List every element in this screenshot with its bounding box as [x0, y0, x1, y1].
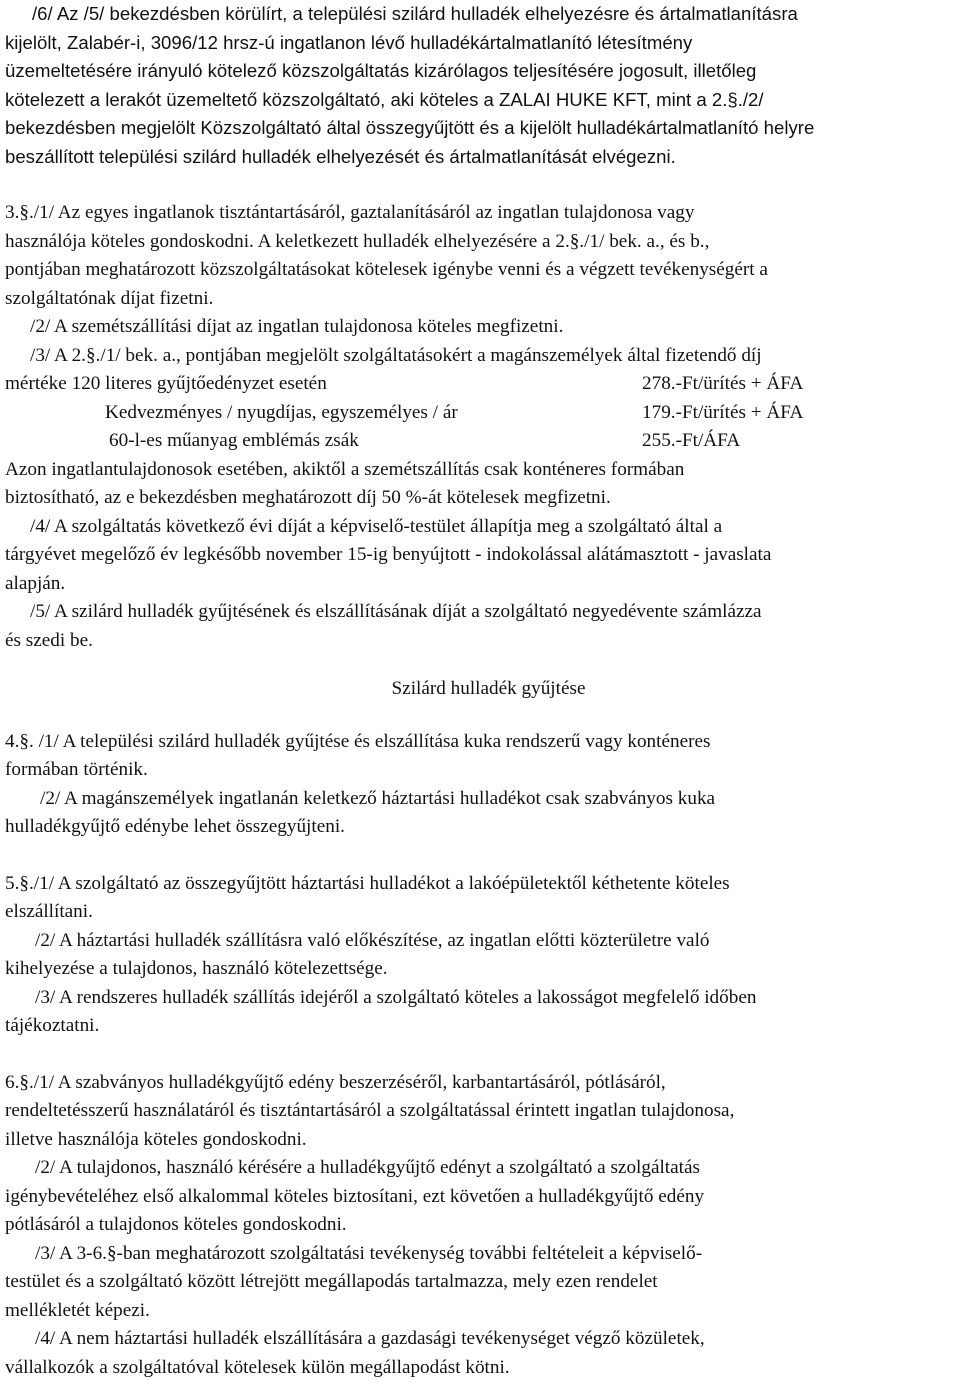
text-line: elszállítani.: [5, 901, 93, 922]
text-line: kijelölt, Zalabér-i, 3096/12 hrsz-ú ingatlanon lévő hulladékártalmatlanító létesítmény: [5, 31, 693, 53]
paragraph-3-5: [5, 598, 950, 655]
paragraph-3-4: [5, 513, 950, 599]
text-line: Azon ingatlantulajdonosok esetében, akiktől a szemétszállítás csak konténeres formában: [5, 458, 685, 480]
text-line: 3.§./1/ Az egyes ingatlanok tisztántartásáról, gaztalanításáról az ingatlan tulajdonosa vagy: [5, 202, 695, 223]
text-line: beszállított települési szilárd hulladék elhelyezését és ártalmatlanítását elvégezni.: [5, 145, 676, 167]
text-line: /4/ A szolgáltatás következő évi díját a képviselő-testület állapítja meg a szolgáltató által a: [30, 515, 723, 537]
text-line: hulladékgyűjtő edénybe lehet összegyűjteni.: [5, 816, 345, 837]
text-line: 5.§./1/ A szolgáltató az összegyűjtött háztartási hulladékot a lakóépületektől kéthetente köteles: [5, 872, 730, 894]
fee-label: mértéke 120 literes gyűjtőedényzet esetén: [5, 373, 327, 394]
text-line: biztosítható, az e bekezdésben meghatározott díj 50 %-át kötelesek megfizetni.: [5, 487, 611, 508]
text-line: üzemeltetésére irányuló kötelező közszolgáltatás kizárólagos teljesítésére jogosult, illetőleg: [5, 60, 757, 81]
fee-table: [5, 370, 950, 456]
text-line: /2/ A magánszemélyek ingatlanán keletkező háztartási hulladékot csak szabványos kuka: [40, 787, 716, 809]
paragraph-5-3: [5, 984, 950, 1041]
paragraph-2-6: [5, 0, 950, 171]
paragraph-5-1: [5, 870, 950, 927]
text-line: alapján.: [5, 572, 66, 594]
section-heading: Szilárd hulladék gyűjtése: [391, 678, 586, 699]
text-line: használója köteles gondoskodni. A keletkezett hulladék elhelyezésére a 2.§./1/ bek. a., és b.,: [5, 230, 710, 252]
text-line: /3/ A 3-6.§-ban meghatározott szolgáltatási tevékenység további feltételeit a képviselő-: [35, 1242, 703, 1264]
text-line: szolgáltatónak díjat fizetni.: [5, 287, 214, 309]
text-line: pótlásáról a tulajdonos köteles gondoskodni.: [5, 1214, 347, 1235]
fee-row: [5, 427, 950, 456]
paragraph-4-2: [5, 785, 950, 842]
text-line: /4/ A nem háztartási hulladék elszállítására a gazdasági tevékenységet végző közületek,: [35, 1328, 705, 1349]
fee-label: Kedvezményes / nyugdíjas, egyszemélyes / ár: [105, 401, 458, 423]
fee-row: [5, 370, 950, 399]
fee-price: 255.-Ft/ÁFA: [642, 430, 741, 451]
text-line: kihelyezése a tulajdonos, használó kötelezettsége.: [5, 958, 388, 979]
fee-row: [5, 399, 950, 428]
fee-label: 60-l-es műanyag emblémás zsák: [109, 430, 359, 451]
text-line: pontjában meghatározott közszolgáltatásokat kötelesek igénybe venni és a végzett tevékenységért a: [5, 259, 768, 280]
text-line: formában történik.: [5, 759, 148, 780]
text-line: testület és a szolgáltató között létrejött megállapodás tartalmazza, mely ezen rendelet: [5, 1271, 658, 1292]
paragraph-3-2: /2/ A szemétszállítási díjat az ingatlan tulajdonosa köteles megfizetni.: [30, 316, 564, 337]
paragraph-3-1: [5, 199, 950, 313]
text-line: /6/ Az /5/ bekezdésben körülírt, a települési szilárd hulladék elhelyezésre és ártalmatlanításra: [32, 3, 798, 24]
text-line: /2/ A tulajdonos, használó kérésére a hulladékgyűjtő edényt a szolgáltató a szolgáltatás: [35, 1157, 700, 1178]
paragraph-5-2: [5, 927, 950, 984]
text-line: /5/ A szilárd hulladék gyűjtésének és elszállításának díját a szolgáltató negyedévente számlázza: [30, 601, 762, 622]
paragraph-6-3: [5, 1240, 950, 1326]
text-line: 6.§./1/ A szabványos hulladékgyűjtő edény beszerzéséről, karbantartásáról, pótlásáról,: [5, 1071, 666, 1093]
text-line: bekezdésben megjelölt Közszolgáltató által összegyűjtött és a kijelölt hulladékártalmatlanító helyre: [5, 117, 815, 138]
text-line: igénybevételéhez első alkalommal köteles biztosítani, ezt követően a hulladékgyűjtő edény: [5, 1185, 705, 1207]
paragraph-3-3-rest: [5, 456, 950, 513]
text-line: mellékletét képezi.: [5, 1299, 150, 1321]
text-line: vállalkozók a szolgáltatóval kötelesek külön megállapodást kötni.: [5, 1356, 510, 1378]
text-line: tájékoztatni.: [5, 1015, 100, 1036]
text-line: 4.§. /1/ A települési szilárd hulladék gyűjtése és elszállítása kuka rendszerű vagy konténeres: [5, 730, 711, 752]
paragraph-6-2: [5, 1154, 950, 1240]
text-line: /3/ A rendszeres hulladék szállítás idejéről a szolgáltató köteles a lakosságot megfelelő időben: [35, 986, 757, 1008]
text-line: kötelezett a lerakót üzemeltető közszolgáltató, aki köteles a ZALAI HUKE KFT, mint a 2.§./2/: [5, 88, 764, 110]
paragraph-3-3-intro: /3/ A 2.§./1/ bek. a., pontjában megjelölt szolgáltatásokért a magánszemélyek által fizetendő díj: [30, 344, 762, 366]
text-line: rendeltetésszerű használatáról és tisztántartásáról a szolgáltatással érintett ingatlan tulajdonosa,: [5, 1100, 735, 1121]
paragraph-4-1: [5, 728, 950, 785]
text-line: tárgyévet megelőző év legkésőbb november 15-ig benyújtott - indokolással alátámasztott - javaslata: [5, 544, 772, 565]
text-line: illetve használója köteles gondoskodni.: [5, 1128, 307, 1150]
paragraph-6-1: [5, 1069, 950, 1155]
fee-price: 278.-Ft/ürítés + ÁFA: [642, 373, 804, 394]
text-line: /2/ A háztartási hulladék szállításra való előkészítése, az ingatlan előtti közterületre való: [35, 929, 710, 951]
text-line: és szedi be.: [5, 629, 93, 651]
fee-price: 179.-Ft/ürítés + ÁFA: [642, 401, 804, 423]
paragraph-6-4: [5, 1325, 950, 1382]
